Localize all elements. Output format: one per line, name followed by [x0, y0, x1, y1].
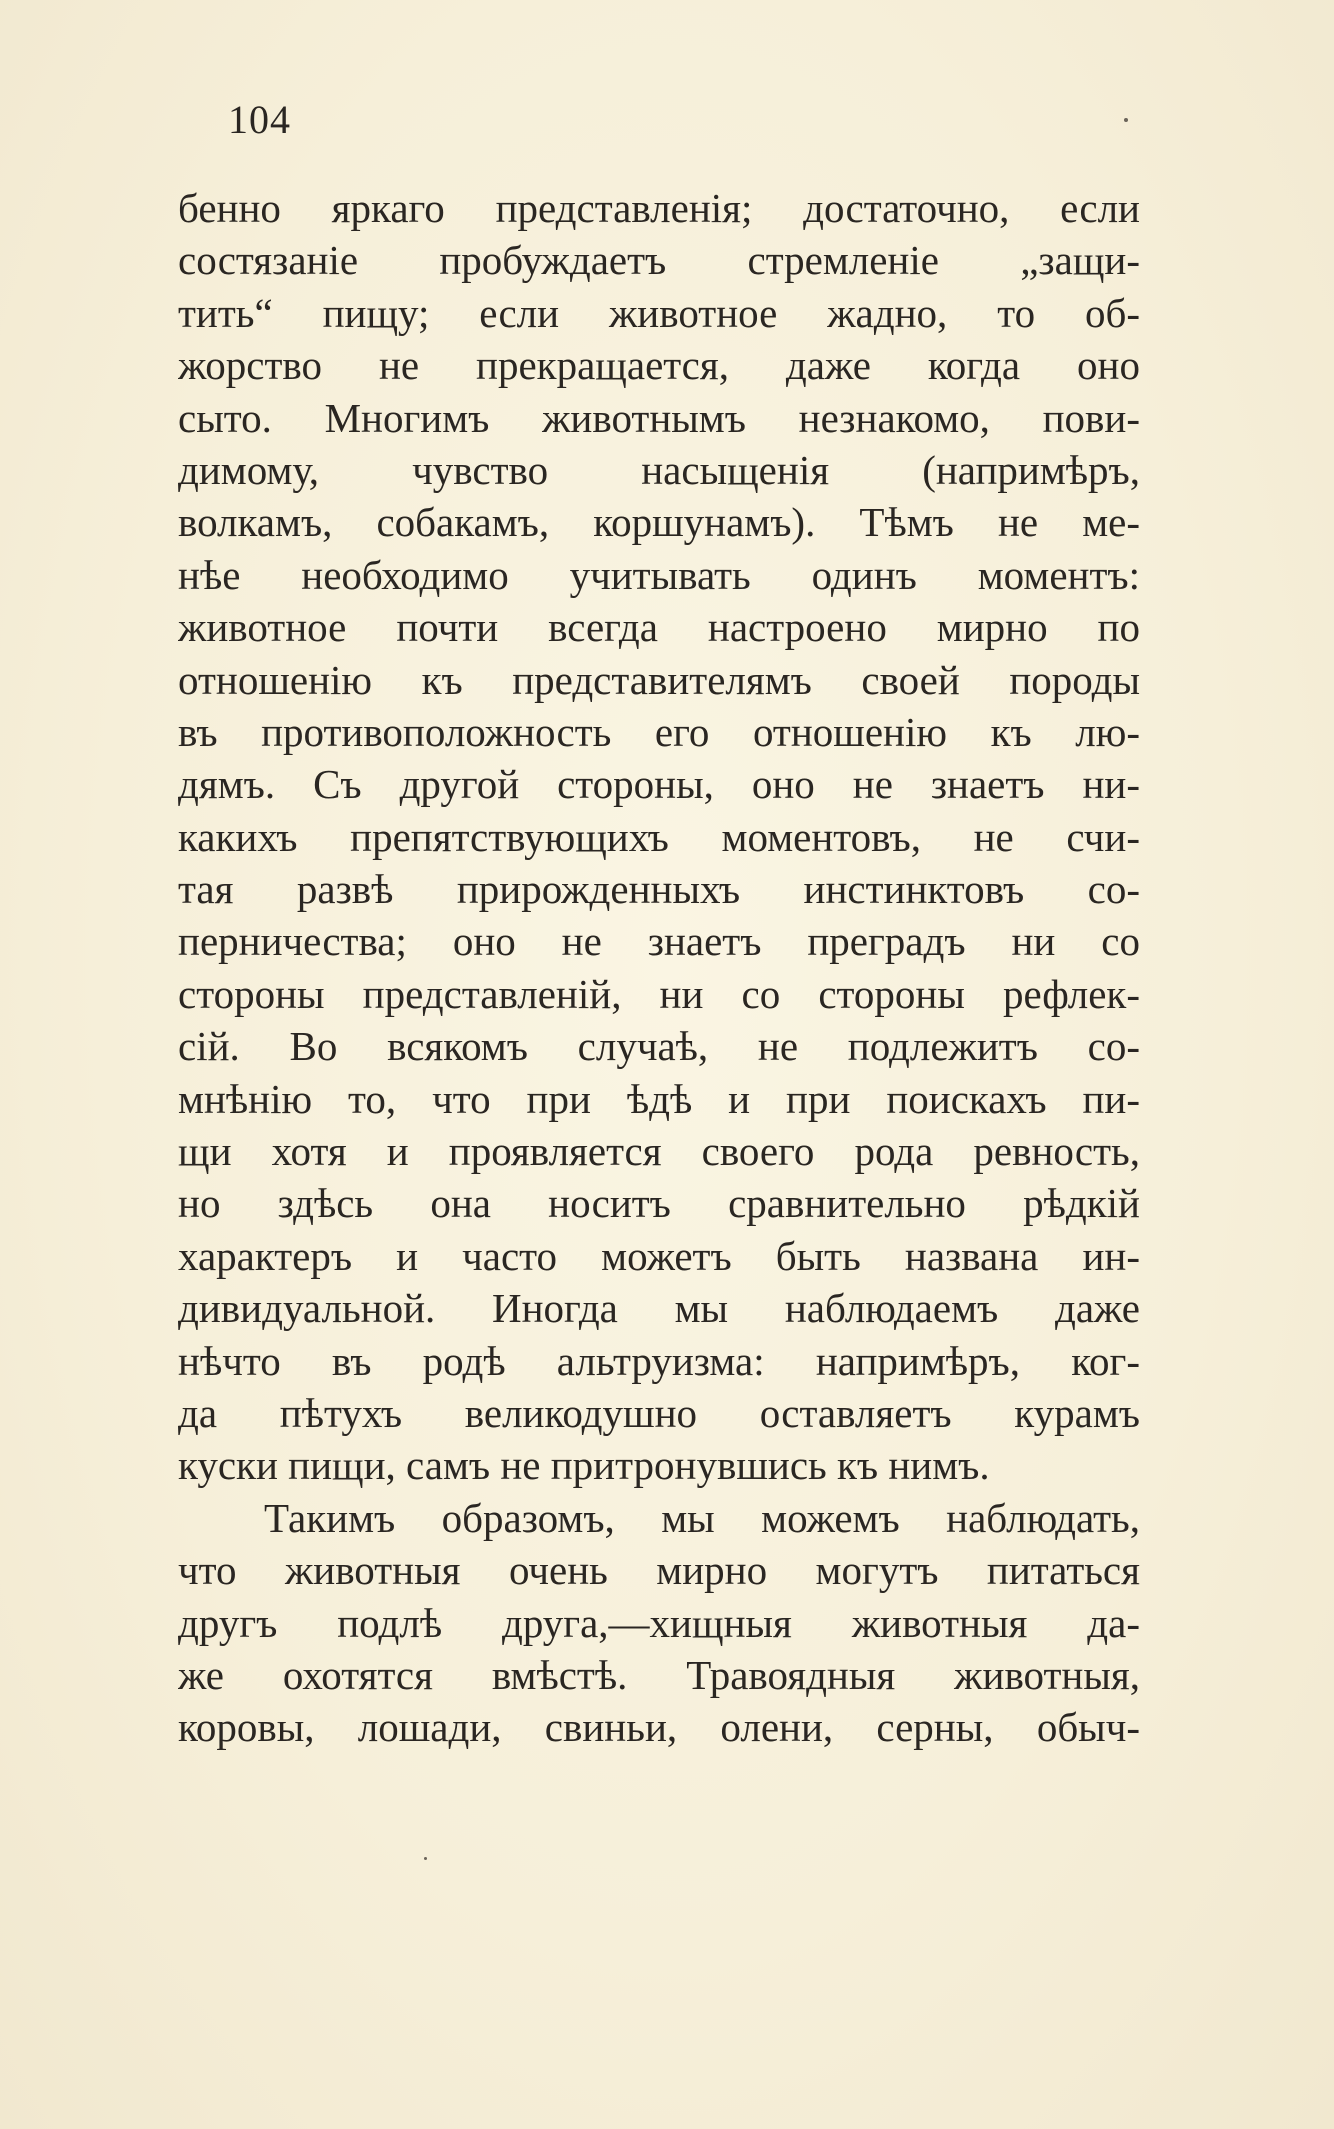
text-line: нѣе необходимо учитывать одинъ моментъ: — [178, 551, 1140, 598]
print-speck — [1124, 118, 1128, 122]
text-line: бенно яркаго представленія; достаточно, если — [178, 185, 1140, 231]
text-line: тить“ пищу; если животное жадно, то об- — [178, 289, 1140, 336]
text-line: въ противоположность его отношенію къ лю- — [178, 708, 1140, 755]
paragraph-first-line: Такимъ образомъ, мы можемъ наблюдать, — [264, 1494, 1140, 1541]
text-line: тая развѣ прирожденныхъ инстинктовъ со- — [178, 866, 1140, 913]
text-line: дямъ. Съ другой стороны, оно не знаетъ ни- — [178, 761, 1140, 808]
text-line: нѣчто въ родѣ альтруизма: напримѣръ, ког- — [178, 1337, 1140, 1384]
text-line: дивидуальной. Иногда мы наблюдаемъ даже — [178, 1285, 1140, 1332]
page-body-text — [178, 182, 1140, 1754]
text-line: что животныя очень мирно могутъ питаться — [178, 1547, 1140, 1594]
text-line: характеръ и часто можетъ быть названа ин- — [178, 1232, 1140, 1279]
paragraph-last-line: куски пищи, самъ не притронувшись къ нимъ. — [178, 1442, 990, 1489]
text-line: жорство не прекращается, даже когда оно — [178, 342, 1140, 389]
text-line: стороны представленій, ни со стороны рефлек- — [178, 970, 1140, 1017]
text-line: мнѣнію то, что при ѣдѣ и при поискахъ пи- — [178, 1075, 1140, 1122]
print-speck — [424, 1857, 427, 1860]
text-line: сій. Во всякомъ случаѣ, не подлежитъ со- — [178, 1023, 1140, 1070]
text-line: коровы, лошади, свиньи, олени, серны, обыч- — [178, 1704, 1140, 1751]
text-line: волкамъ, собакамъ, коршунамъ). Тѣмъ не ме- — [178, 499, 1140, 546]
text-line: отношенію къ представителямъ своей породы — [178, 656, 1140, 703]
text-line: животное почти всегда настроено мирно по — [178, 604, 1140, 651]
text-line: перничества; оно не знаетъ преградъ ни со — [178, 918, 1140, 965]
text-line: же охотятся вмѣстѣ. Травоядныя животныя, — [178, 1651, 1140, 1698]
text-line: да пѣтухъ великодушно оставляетъ курамъ — [178, 1389, 1140, 1436]
text-line: сыто. Многимъ животнымъ незнакомо, пови- — [178, 394, 1140, 441]
text-line: состязаніе пробуждаетъ стремленіе „защи- — [178, 237, 1140, 284]
page-number: 104 — [228, 97, 291, 142]
text-line: какихъ препятствующихъ моментовъ, не счи- — [178, 813, 1140, 860]
text-line: щи хотя и проявляется своего рода ревность, — [178, 1128, 1140, 1175]
text-line: другъ подлѣ друга,—хищныя животныя да- — [178, 1599, 1140, 1646]
text-line: но здѣсь она носитъ сравнительно рѣдкій — [178, 1180, 1140, 1227]
text-line: димому, чувство насыщенія (напримѣръ, — [178, 446, 1140, 493]
